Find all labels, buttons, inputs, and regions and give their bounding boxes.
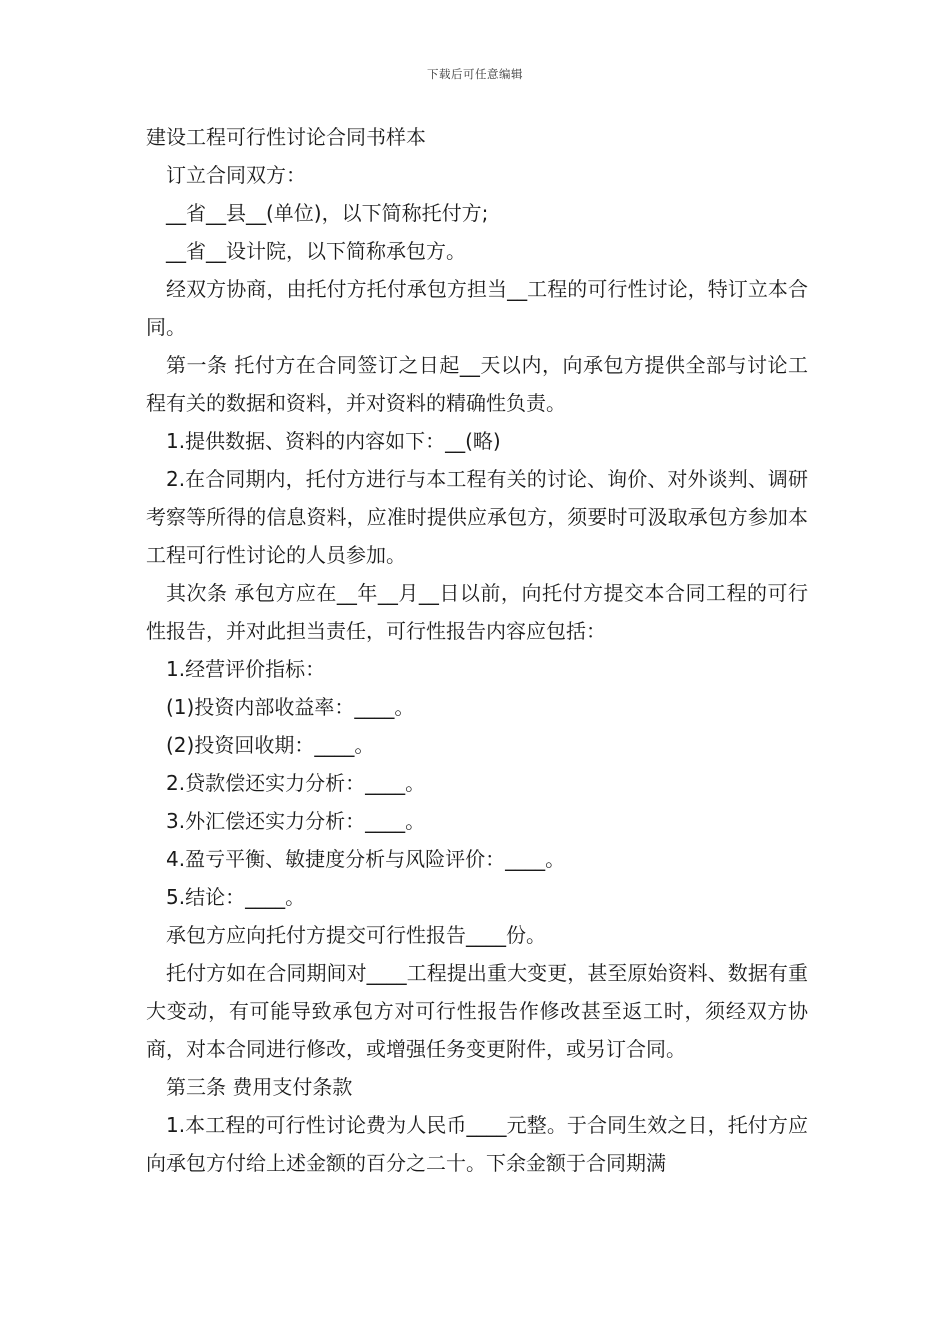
paragraph-agreement-intro: 经双方协商，由托付方托付承包方担当__工程的可行性讨论，特订立本合同。 (146, 277, 808, 339)
paragraph-contractor-party: __省__设计院，以下简称承包方。 (166, 239, 466, 263)
header-note: 下载后可任意编辑 (427, 67, 523, 81)
paragraph-article-one: 第一条 托付方在合同签订之日起__天以内，向承包方提供全部与讨论工程有关的数据和资料，并对资料的精确性负责。 (146, 353, 808, 415)
document-body (146, 118, 808, 1182)
paragraph-evaluation-indicators: 1.经营评价指标： (166, 657, 326, 681)
paragraph-parties-heading: 订立合同双方： (166, 163, 306, 187)
paragraph-irr: (1)投资内部收益率：____。 (166, 695, 415, 719)
paragraph-article-three: 第三条 费用支付条款 (166, 1075, 353, 1099)
paragraph-client-party: __省__县__(单位)，以下简称托付方; (166, 201, 489, 225)
paragraph-breakeven: 4.盈亏平衡、敏捷度分析与风险评价：____。 (166, 847, 566, 871)
document-title: 建设工程可行性讨论合同书样本 (146, 125, 426, 149)
paragraph-major-changes: 托付方如在合同期间对____工程提出重大变更，甚至原始资料、数据有重大变动，有可能导致承包方对可行性报告作修改甚至返工时，须经双方协商，对本合同进行修改，或增强任务变更附件，或另订合同。 (146, 961, 808, 1061)
paragraph-article-two: 其次条 承包方应在__年__月__日以前，向托付方提交本合同工程的可行性报告，并对此担当责任，可行性报告内容应包括： (146, 581, 808, 643)
paragraph-article-one-item-2: 2.在合同期内，托付方进行与本工程有关的讨论、询价、对外谈判、调研考察等所得的信息资料，应准时提供应承包方，须要时可汲取承包方参加本工程可行性讨论的人员参加。 (146, 467, 808, 567)
paragraph-payback: (2)投资回收期：____。 (166, 733, 375, 757)
paragraph-report-copies: 承包方应向托付方提交可行性报告____份。 (166, 923, 546, 947)
paragraph-loan-repayment: 2.贷款偿还实力分析：____。 (166, 771, 426, 795)
paragraph-fx-repayment: 3.外汇偿还实力分析：____。 (166, 809, 426, 833)
paragraph-fee-payment: 1.本工程的可行性讨论费为人民币____元整。于合同生效之日，托付方应向承包方付给上述金额的百分之二十。下余金额于合同期满 (146, 1113, 808, 1175)
paragraph-article-one-item-1: 1.提供数据、资料的内容如下：__(略) (166, 429, 501, 453)
paragraph-conclusion: 5.结论：____。 (166, 885, 306, 909)
